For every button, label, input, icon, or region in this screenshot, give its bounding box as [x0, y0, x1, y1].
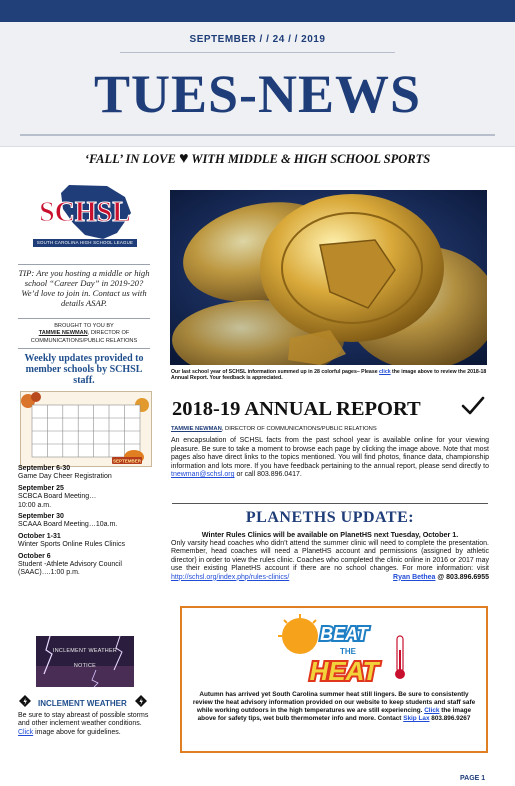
rules-clinic-link[interactable]: http://schsl.org/index.php/rules-clinics/ [171, 573, 290, 581]
storm-subtitle: NOTICE [73, 663, 97, 669]
logo-text: SCHSL [39, 197, 131, 228]
top-bar [0, 0, 515, 22]
annual-report-image[interactable] [170, 190, 487, 365]
event-text: Game Day Cheer Registration [18, 473, 112, 481]
divider [18, 348, 150, 349]
divider [172, 503, 488, 504]
credits-label: BROUGHT TO YOU BY [54, 323, 114, 329]
inclement-text-end: image above for guidelines. [33, 728, 121, 736]
newsletter-title: TUES-NEWS [93, 64, 422, 124]
byline-role: , DIRECTOR OF COMMUNICATIONS/PUBLIC RELATIONS [221, 426, 377, 432]
caption-start: Our last school year of SCHSL information summed up in 28 colorful pages– Please [171, 369, 380, 375]
credits [18, 323, 150, 345]
inclement-text-start: Be sure to stay abreast of possible storms and other inclement weather conditions. [18, 712, 149, 728]
divider [120, 52, 395, 53]
schsl-logo[interactable] [33, 183, 137, 241]
logo-subtitle: SOUTH CAROLINA HIGH SCHOOL LEAGUE [33, 239, 137, 247]
heat-word-beat: BEAT [320, 624, 368, 644]
event-item [18, 553, 150, 578]
inclement-link[interactable]: Click [18, 728, 34, 736]
divider [18, 264, 150, 265]
inclement-heading: INCLEMENT WEATHER [38, 699, 127, 708]
contact-phone: @ 803.896.6955 [435, 573, 489, 581]
heat-text-2: the image above for safety tips, wet bulb thermometer info and more. Contact [197, 707, 472, 722]
planeths-contact [393, 574, 489, 582]
lightning-icon [36, 636, 134, 687]
inclement-text [18, 712, 152, 737]
planeths-heading: PLANETHS UPDATE: [245, 509, 415, 526]
heat-word-heat: HEAT [309, 656, 379, 686]
heat-text: Autumn has arrived yet South Carolina summer heat still lingers. Be sure to consistently review the heat advisory information provided on our website to keep students and staff safe while working outdoors in the high temperatures we are still experiencing. [192, 691, 476, 714]
annual-report-text [171, 437, 489, 480]
planeths-text [171, 540, 489, 582]
caption-link[interactable]: click [379, 369, 391, 375]
event-text: Student -Athlete Advisory Council (SAAC)….1:00 p.m. [18, 561, 122, 577]
contact-name[interactable]: Ryan Bethea [393, 573, 436, 581]
issue-date: SEPTEMBER / / 24 / / 2019 [189, 34, 326, 45]
medal-photo [170, 190, 487, 365]
event-text: Winter Sports Online Rules Clinics [18, 541, 125, 549]
annual-report-heading: 2018-19 ANNUAL REPORT [172, 398, 421, 420]
byline-name: TAMMIE NEWMAN [171, 426, 222, 432]
page-number: PAGE 1 [460, 775, 486, 782]
event-item [18, 533, 150, 550]
divider [18, 318, 150, 319]
event-text: SCBCA Board Meeting… [18, 493, 97, 501]
heat-phone: 803.896.9267 [429, 715, 471, 722]
tagline-start: ‘FALL’ IN LOVE [84, 152, 176, 166]
event-date: October 1-31 [18, 532, 61, 540]
event-time: 10:00 a.m. [18, 501, 52, 509]
credits-line [18, 330, 150, 345]
weekly-updates-heading: Weekly updates provided to member schools by SCHSL staff. [24, 353, 144, 386]
beat-the-heat-logo[interactable] [248, 614, 414, 686]
heat-contact-link[interactable]: Skip Lax [403, 715, 430, 722]
annual-text-end: or call 803.896.0417. [234, 471, 302, 479]
byline [171, 426, 377, 432]
email-link[interactable]: tnewman@schsl.org [171, 471, 235, 479]
credits-role: , DIRECTOR OF COMMUNICATIONS/PUBLIC RELATIONS [30, 330, 138, 344]
tagline-end: WITH MIDDLE & HIGH SCHOOL SPORTS [191, 152, 431, 166]
event-date: September 25 [18, 484, 64, 492]
planeths-lead: Winter Rules Clinics will be available on PlanetHS next Tuesday, October 1. [201, 530, 459, 539]
event-item [18, 485, 150, 510]
image-caption [171, 369, 489, 382]
heat-word-the: THE [340, 647, 356, 656]
event-date: September 6-30 [18, 465, 71, 472]
heat-link[interactable]: Click [424, 707, 440, 714]
heat-advisory-text [190, 691, 478, 723]
credits-name: TAMMIE NEWMAN [38, 330, 88, 337]
annual-text: An encapsulation of SCHSL facts from the past school year is available online for your viewing pleasure. Be sure to take a moment to browse each page by clicking the image above. Note that most pages also have direct links to the topics mentioned. You will find photos, finance data, championship information and lots more. If you have feedback pertaining to the annual report, please send directly to [171, 437, 489, 470]
checkmark-icon [460, 395, 486, 417]
event-item [18, 513, 150, 530]
event-text: SCAAA Board Meeting…10a.m. [18, 521, 118, 529]
storm-title: INCLEMENT WEATHER [52, 648, 118, 654]
event-date: October 6 [18, 552, 51, 560]
calendar-label: SEPTEMBER [112, 458, 142, 464]
warning-icon [19, 695, 31, 707]
event-item [18, 465, 150, 482]
divider [20, 134, 495, 136]
calendar-art [20, 391, 152, 467]
warning-icon [135, 695, 147, 707]
event-date: September 30 [18, 513, 64, 521]
thermometer-icon [395, 636, 405, 679]
career-day-tip: TIP: Are you hosting a middle or high school “Career Day” in 2019-20? We’d love to join in. Contact us with details ASAP. [18, 268, 150, 308]
tagline [0, 150, 515, 168]
caption-end: the image above to review the 2018-18 Annual Report. Your feedback is appreciated. [171, 369, 487, 382]
events-list [18, 465, 150, 581]
heart-icon: ♥ [178, 150, 189, 167]
inclement-weather-image[interactable] [36, 636, 134, 687]
planeths-body: Only varsity head coaches who didn’t attend the summer clinic will need to complete the presentation. Remember, head coaches will need a PlanetHS account and permissions (assigned by athletic director) in order to view the rules clinic. Coaches who completed the clinic online in 2016 or 2017 may use their existing PlanetHS account if there are no school changes. For more information: visit [171, 540, 489, 573]
